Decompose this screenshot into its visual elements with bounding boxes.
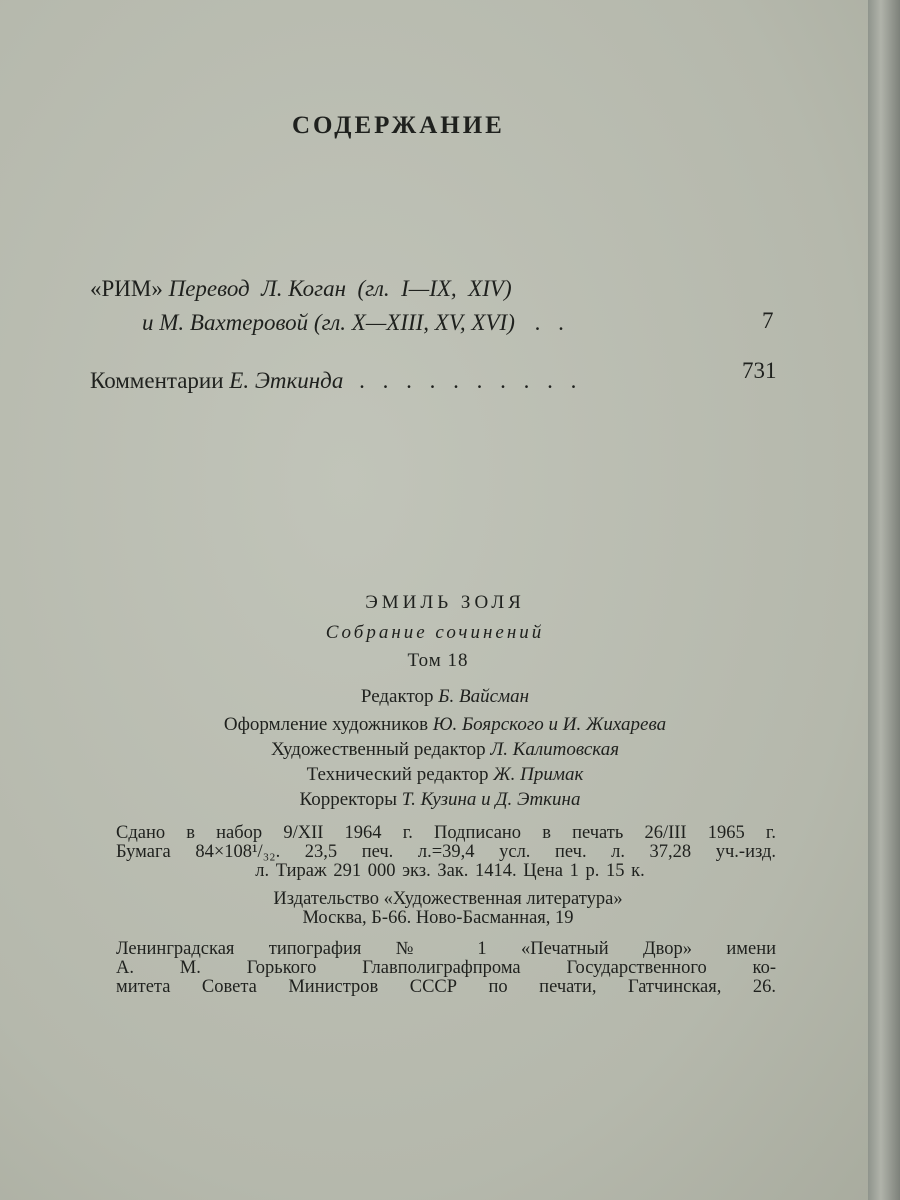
imprint-art-editor (95, 739, 795, 761)
imprint-art-editor-label: Художественный редактор (270, 739, 486, 760)
imprint-design (95, 714, 795, 736)
toc-entry-rome-page: 7 (762, 308, 774, 333)
toc-entry-commentary-author: Е. Эткинда (229, 368, 344, 393)
imprint-editor (95, 686, 795, 708)
imprint-proofreaders-label: Корректоры (299, 789, 397, 810)
printer-line2: А. М. Горького Главполиграфпрома Государственного ко- (116, 958, 776, 978)
toc-entry-rome-translators-cont: и М. Вахтеровой (гл. X—XIII, XV, XVI) (142, 310, 515, 335)
imprint-proofreaders-names: Т. Кузина и Д. Эткина (401, 789, 581, 810)
toc-leader-dots: . . . . . . . . . . (359, 368, 583, 393)
publisher-name: Издательство «Художественная литература» (273, 889, 623, 909)
imprint-author: ЭМИЛЬ ЗОЛЯ (365, 592, 525, 613)
imprint-collection: Собрание сочинений (325, 622, 545, 643)
printer-line1: Ленинградская типография № 1 «Печатный Двор» имени (116, 939, 776, 959)
toc-entry-rome-label: «РИМ» (90, 276, 163, 301)
toc-entry-rome-translators: Перевод Л. Коган (гл. I—IX, XIV) (168, 276, 512, 301)
imprint-tech-editor (95, 764, 795, 786)
printer-line3: митета Совета Министров СССР по печати, Гатчинская, 26. (116, 977, 776, 997)
toc-leader-dots: . . (534, 310, 570, 335)
imprint-design-label: Оформление художников (223, 714, 429, 735)
print-info-line1: Сдано в набор 9/XII 1964 г. Подписано в печать 26/III 1965 г. (116, 823, 776, 843)
imprint-proofreaders (90, 789, 790, 811)
print-info-line3: л. Тираж 291 000 экз. Зак. 1414. Цена 1 р. 15 к. (255, 861, 645, 881)
print-info-line2: Бумага 84×108¹/₃₂. 23,5 печ. л.=39,4 усл. печ. л. 37,28 уч.-изд. (116, 842, 776, 862)
imprint-tech-editor-name: Ж. Примак (493, 764, 584, 785)
imprint-volume: Том 18 (407, 650, 469, 671)
toc-entry-rome-line2 (142, 310, 570, 336)
imprint-design-names: Ю. Боярского и И. Жихарева (432, 714, 667, 735)
contents-heading: СОДЕРЖАНИЕ (292, 112, 505, 139)
toc-entry-rome-line1 (90, 276, 512, 302)
imprint-tech-editor-label: Технический редактор (306, 764, 489, 785)
imprint-art-editor-name: Л. Калитовская (490, 739, 620, 760)
imprint-editor-label: Редактор (360, 686, 434, 707)
toc-entry-commentary-label: Комментарии (90, 368, 224, 393)
toc-entry-commentary-page: 731 (742, 358, 777, 383)
imprint-editor-name: Б. Вайсман (438, 686, 530, 707)
toc-entry-commentary (90, 368, 582, 394)
book-page-edge (868, 0, 900, 1200)
publisher-address: Москва, Б-66. Ново-Басманная, 19 (302, 908, 574, 928)
